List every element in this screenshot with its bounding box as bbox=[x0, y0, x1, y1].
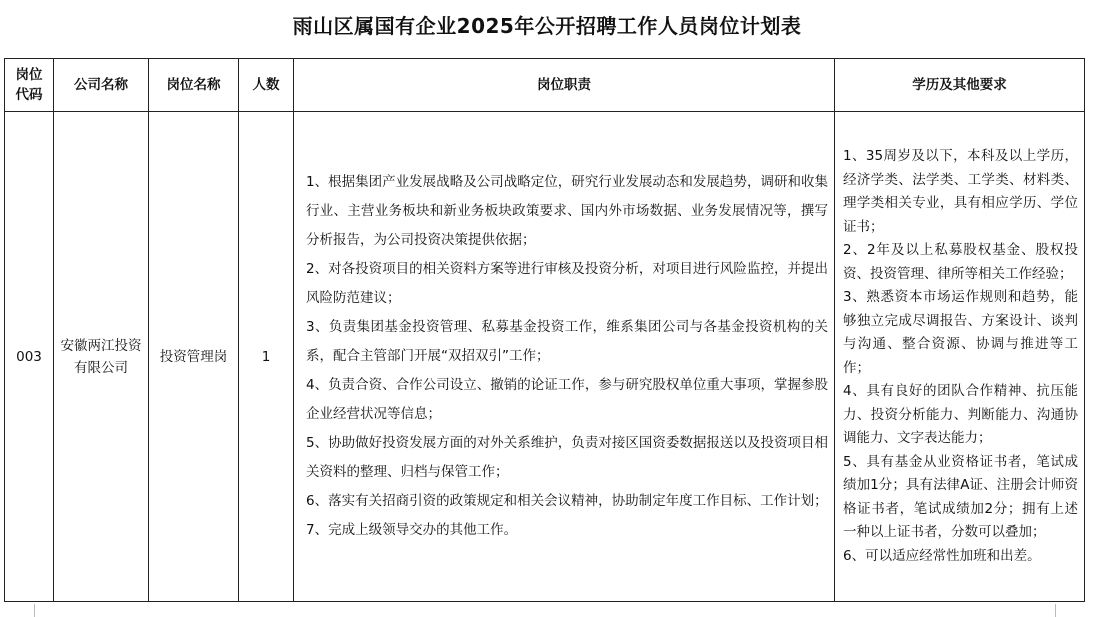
requirement-item-3: 3、熟悉资本市场运作规则和趋势，能够独立完成尽调报告、方案设计、谈判与沟通、整合资源、协调与推进等工作； bbox=[843, 289, 1078, 376]
duty-item-7: 7、完成上级领导交办的其他工作。 bbox=[306, 522, 518, 538]
cell-position-code: 003 bbox=[5, 112, 54, 602]
header-position-code bbox=[5, 59, 54, 112]
requirement-item-1: 1、35周岁及以下，本科及以上学历，经济学类、法学类、工学类、材料类、理学类相关专业，具有相应学历、学位证书； bbox=[843, 148, 1078, 235]
cell-requirements bbox=[835, 112, 1085, 602]
header-position-name: 岗位名称 bbox=[149, 59, 239, 112]
header-code-line1: 岗位 bbox=[15, 67, 43, 83]
cell-head-count: 1 bbox=[239, 112, 294, 602]
position-plan-table bbox=[4, 58, 1085, 602]
header-duties: 岗位职责 bbox=[294, 59, 835, 112]
requirement-item-2: 2、2年及以上私募股权基金、股权投资、投资管理、律所等相关工作经验； bbox=[843, 242, 1078, 282]
header-requirements: 学历及其他要求 bbox=[835, 59, 1085, 112]
next-page-border-fragment bbox=[1055, 604, 1056, 617]
duty-item-3: 3、负责集团基金投资管理、私募基金投资工作，维系集团公司与各基金投资机构的关系，配合主管部门开展“双招双引”工作； bbox=[306, 319, 828, 364]
page-title: 雨山区属国有企业2025年公开招聘工作人员岗位计划表 bbox=[292, 14, 802, 38]
cell-duties bbox=[294, 112, 835, 602]
duty-item-5: 5、协助做好投资发展方面的对外关系维护，负责对接区国资委数据报送以及投资项目相关资料的整理、归档与保管工作； bbox=[306, 435, 828, 480]
header-head-count: 人数 bbox=[239, 59, 294, 112]
requirement-item-6: 6、可以适应经常性加班和出差。 bbox=[843, 547, 1041, 564]
requirement-item-5: 5、具有基金从业资格证书者，笔试成绩加1分；具有法律A证、注册会计师资格证书者，笔试成绩加2分；拥有上述一种以上证书者，分数可以叠加； bbox=[843, 453, 1078, 540]
duty-item-6: 6、落实有关招商引资的政策规定和相关会议精神，协助制定年度工作目标、工作计划； bbox=[306, 493, 828, 509]
duty-item-4: 4、负责合资、合作公司设立、撤销的论证工作，参与研究股权单位重大事项，掌握参股企业经营状况等信息； bbox=[306, 377, 828, 422]
duty-item-1: 1、根据集团产业发展战略及公司战略定位，研究行业发展动态和发展趋势，调研和收集行业、主营业务板块和新业务板块政策要求、国内外市场数据、业务发展情况等，撰写分析报告，为公司投资决策提供依据； bbox=[306, 174, 828, 248]
header-company-name: 公司名称 bbox=[54, 59, 149, 112]
table-row bbox=[5, 112, 1085, 602]
requirement-item-4: 4、具有良好的团队合作精神、抗压能力、投资分析能力、判断能力、沟通协调能力、文字表达能力； bbox=[843, 383, 1078, 446]
next-page-border-fragment bbox=[34, 604, 35, 617]
table-header-row bbox=[5, 59, 1085, 112]
header-code-line2: 代码 bbox=[15, 87, 43, 103]
cell-company-name: 安徽两江投资有限公司 bbox=[54, 112, 149, 602]
cell-position-name: 投资管理岗 bbox=[149, 112, 239, 602]
duty-item-2: 2、对各投资项目的相关资料方案等进行审核及投资分析，对项目进行风险监控，并提出风险防范建议； bbox=[306, 261, 828, 306]
